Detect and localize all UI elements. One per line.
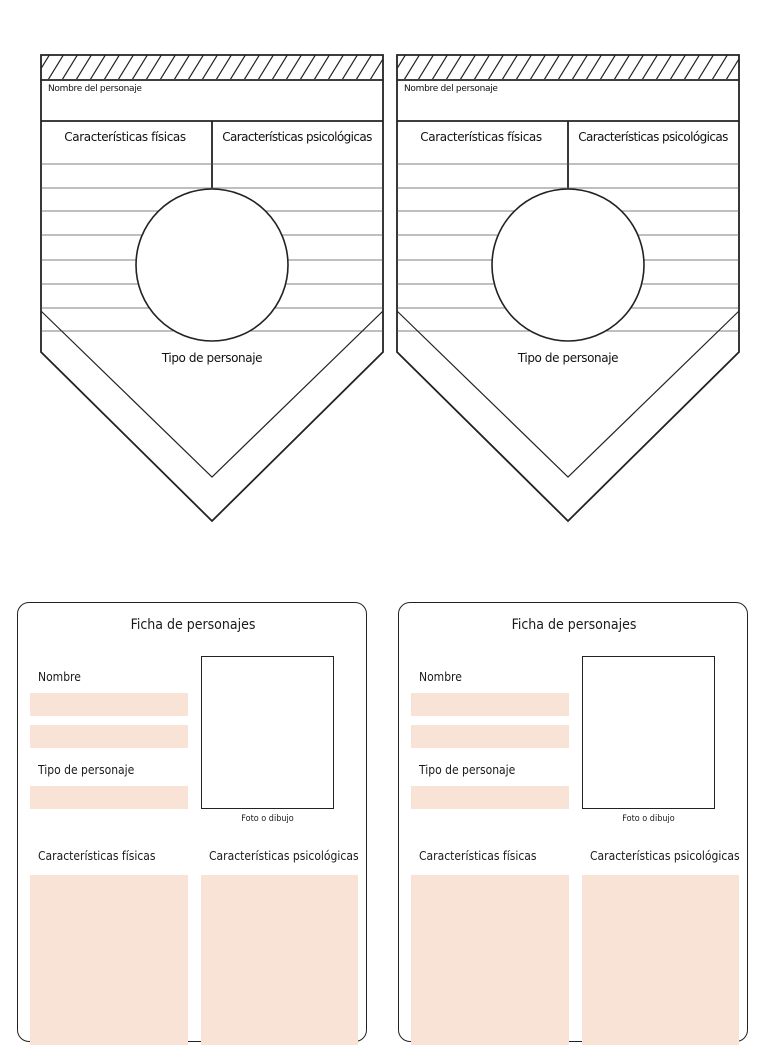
hatch-stripes xyxy=(40,54,384,80)
card-type-label: Tipo de personaje xyxy=(38,763,135,777)
banner-outline xyxy=(40,54,384,524)
name-field-1[interactable] xyxy=(411,693,569,716)
banner-physical-label: Características físicas xyxy=(64,130,186,144)
character-banner-2 xyxy=(396,54,740,524)
card-type-label: Tipo de personaje xyxy=(419,763,516,777)
type-field[interactable] xyxy=(30,786,188,809)
card-title: Ficha de personajes xyxy=(511,617,637,633)
photo-box[interactable] xyxy=(201,656,334,809)
hatch-stripes xyxy=(396,54,740,80)
portrait-circle xyxy=(136,189,288,341)
card-physical-label: Características físicas xyxy=(38,849,156,863)
banner-psychological-label: Características psicológicas xyxy=(578,130,728,144)
character-card-2 xyxy=(398,602,748,1042)
character-banner-1 xyxy=(40,54,384,524)
card-psychological-label: Características psicológicas xyxy=(209,849,359,863)
photo-box[interactable] xyxy=(582,656,715,809)
photo-caption: Foto o dibujo xyxy=(241,814,294,824)
physical-field[interactable] xyxy=(411,875,569,1045)
banner-name-label: Nombre del personaje xyxy=(404,84,498,94)
name-field-2[interactable] xyxy=(411,725,569,748)
banner-type-label: Tipo de personaje xyxy=(161,351,263,365)
card-name-label: Nombre xyxy=(38,670,81,684)
character-card-1 xyxy=(17,602,367,1042)
physical-field[interactable] xyxy=(30,875,188,1045)
portrait-circle xyxy=(492,189,644,341)
banner-outline xyxy=(396,54,740,524)
banner-physical-label: Características físicas xyxy=(420,130,542,144)
banner-name-label: Nombre del personaje xyxy=(48,84,142,94)
psychological-field[interactable] xyxy=(201,875,358,1045)
photo-caption: Foto o dibujo xyxy=(622,814,675,824)
card-psychological-label: Características psicológicas xyxy=(590,849,740,863)
type-field[interactable] xyxy=(411,786,569,809)
psychological-field[interactable] xyxy=(582,875,739,1045)
card-name-label: Nombre xyxy=(419,670,462,684)
name-field-1[interactable] xyxy=(30,693,188,716)
banner-type-label: Tipo de personaje xyxy=(517,351,619,365)
banner-psychological-label: Características psicológicas xyxy=(222,130,372,144)
name-field-2[interactable] xyxy=(30,725,188,748)
card-physical-label: Características físicas xyxy=(419,849,537,863)
card-title: Ficha de personajes xyxy=(130,617,256,633)
